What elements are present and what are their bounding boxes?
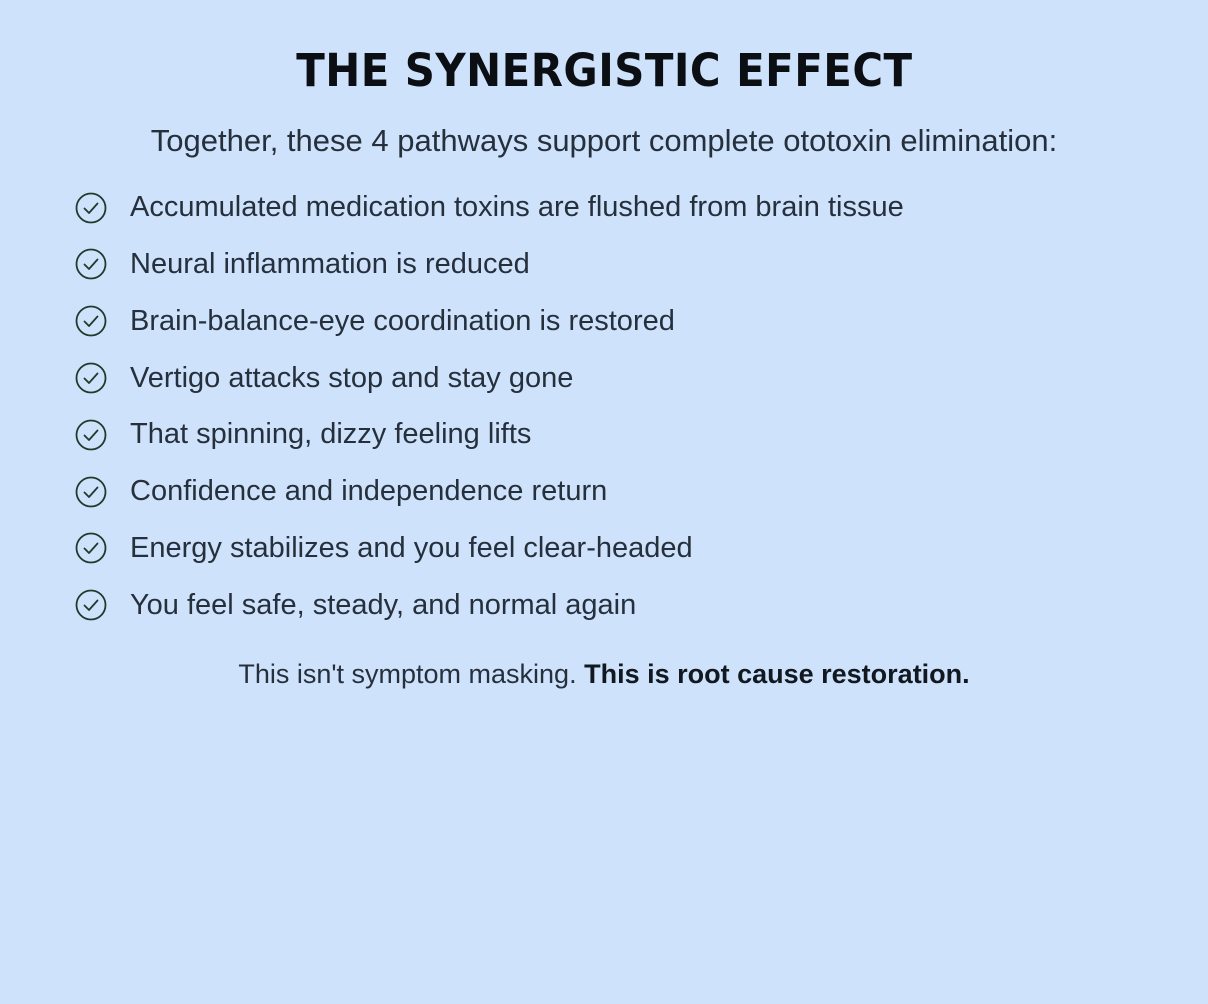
list-item-label: You feel safe, steady, and normal again xyxy=(130,588,637,621)
list-item-label: That spinning, dizzy feeling lifts xyxy=(130,418,532,451)
list-item-label: Vertigo attacks stop and stay gone xyxy=(130,361,574,394)
footer-lead: This isn't symptom masking. xyxy=(238,658,585,689)
list-item xyxy=(74,304,1134,339)
check-circle-icon xyxy=(74,247,108,281)
list-item-label: Confidence and independence return xyxy=(130,475,608,508)
list-item xyxy=(74,247,1134,282)
footer-note xyxy=(238,659,969,690)
check-circle-icon xyxy=(74,418,108,452)
check-circle-icon xyxy=(74,531,108,565)
list-item xyxy=(74,531,1134,566)
page-title: THE SYNERGISTIC EFFECT xyxy=(295,44,913,97)
list-item-label: Energy stabilizes and you feel clear-headed xyxy=(130,532,693,565)
list-item xyxy=(74,417,1134,452)
list-item-label: Accumulated medication toxins are flushed from brain tissue xyxy=(130,191,904,224)
footer-emphasis: This is root cause restoration. xyxy=(584,658,970,689)
check-circle-icon xyxy=(74,475,108,509)
check-circle-icon xyxy=(74,304,108,338)
list-item xyxy=(74,588,1134,623)
list-item xyxy=(74,474,1134,509)
check-circle-icon xyxy=(74,191,108,225)
list-item xyxy=(74,361,1134,396)
check-circle-icon xyxy=(74,588,108,622)
list-item-label: Brain-balance-eye coordination is restored xyxy=(130,304,675,337)
check-circle-icon xyxy=(74,361,108,395)
benefits-list xyxy=(74,190,1134,622)
list-item-label: Neural inflammation is reduced xyxy=(130,248,530,281)
list-item xyxy=(74,190,1134,225)
subtitle: Together, these 4 pathways support complete ototoxin elimination: xyxy=(150,122,1058,158)
